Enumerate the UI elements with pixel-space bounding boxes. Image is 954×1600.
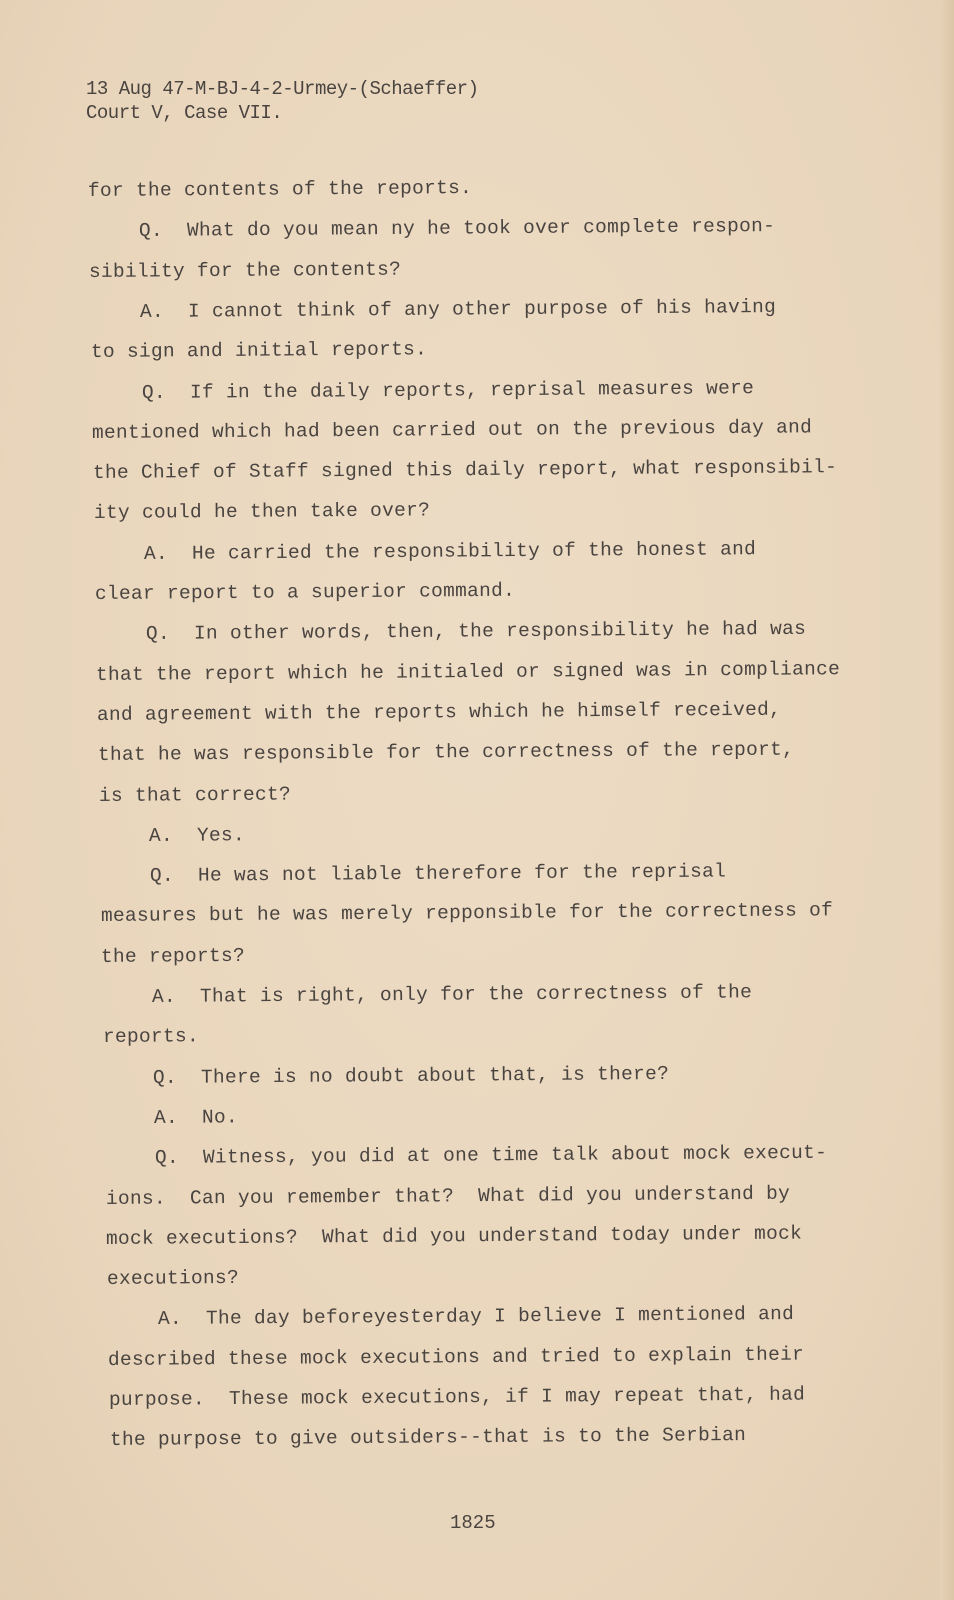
transcript-line: A. He carried the responsibility of the honest and	[144, 537, 757, 565]
header-case-reference: 13 Aug 47-M-BJ-4-2-Urmey-(Schaeffer)	[86, 78, 479, 100]
transcript-line: and agreement with the reports which he himself received,	[97, 698, 782, 726]
transcript-line: to sign and initial reports.	[90, 338, 427, 364]
transcript-line: mock executions? What did you understand today under mock	[106, 1222, 803, 1250]
transcript-line: ity could he then take over?	[93, 499, 430, 525]
page-number: 1825	[450, 1512, 496, 1534]
transcript-line: sibility for the contents?	[89, 258, 402, 283]
transcript-line: measures but he was merely repponsible for the correctness of	[100, 899, 833, 928]
transcript-line: Q. He was not liable therefore for the reprisal	[149, 860, 727, 888]
page-edge	[940, 0, 954, 1600]
transcript-line: reports.	[102, 1025, 199, 1049]
header-court-case: Court V, Case VII.	[86, 102, 283, 124]
transcript-line: Q. What do you mean ny he took over complete respon-	[138, 215, 775, 243]
transcript-line: described these mock executions and tried to explain their	[108, 1343, 805, 1371]
transcript-line: executions?	[106, 1267, 239, 1291]
transcript-line: is that correct?	[98, 782, 291, 807]
transcript-line: A. No.	[154, 1106, 239, 1129]
transcript-line: the reports?	[101, 944, 246, 968]
transcript-line: ions. Can you remember that? What did you understand by	[105, 1182, 790, 1210]
transcript-line: Q. There is no doubt about that, is there?	[153, 1062, 670, 1089]
transcript-line: that the report which he initialed or signed was in compliance	[96, 657, 841, 686]
transcript-line: that he was responsible for the correctness of the report,	[97, 738, 794, 767]
transcript-line: A. I cannot think of any other purpose of his having	[140, 295, 777, 323]
transcript-line: clear report to a superior command.	[94, 579, 516, 605]
transcript-line: the purpose to give outsiders--that is to the Serbian	[109, 1424, 746, 1452]
transcript-line: A. The day beforeyesterday I believe I mentioned and	[157, 1303, 794, 1331]
transcript-line: Q. Witness, you did at one time talk about mock execut-	[154, 1141, 827, 1170]
transcript-line: for the contents of the reports.	[87, 176, 473, 202]
transcript-line: Q. In other words, then, the responsibility he had was	[145, 618, 806, 646]
transcript-line: the Chief of Staff signed this daily report, what responsibil-	[92, 456, 838, 485]
transcript-line: A. That is right, only for the correctness of the	[151, 981, 753, 1008]
transcript-line: purpose. These mock executions, if I may repeat that, had	[108, 1383, 806, 1411]
transcript-line: Q. If in the daily reports, reprisal measures were	[141, 376, 754, 404]
transcript-line: mentioned which had been carried out on the previous day and	[92, 416, 813, 444]
transcript-line: A. Yes.	[149, 824, 246, 847]
